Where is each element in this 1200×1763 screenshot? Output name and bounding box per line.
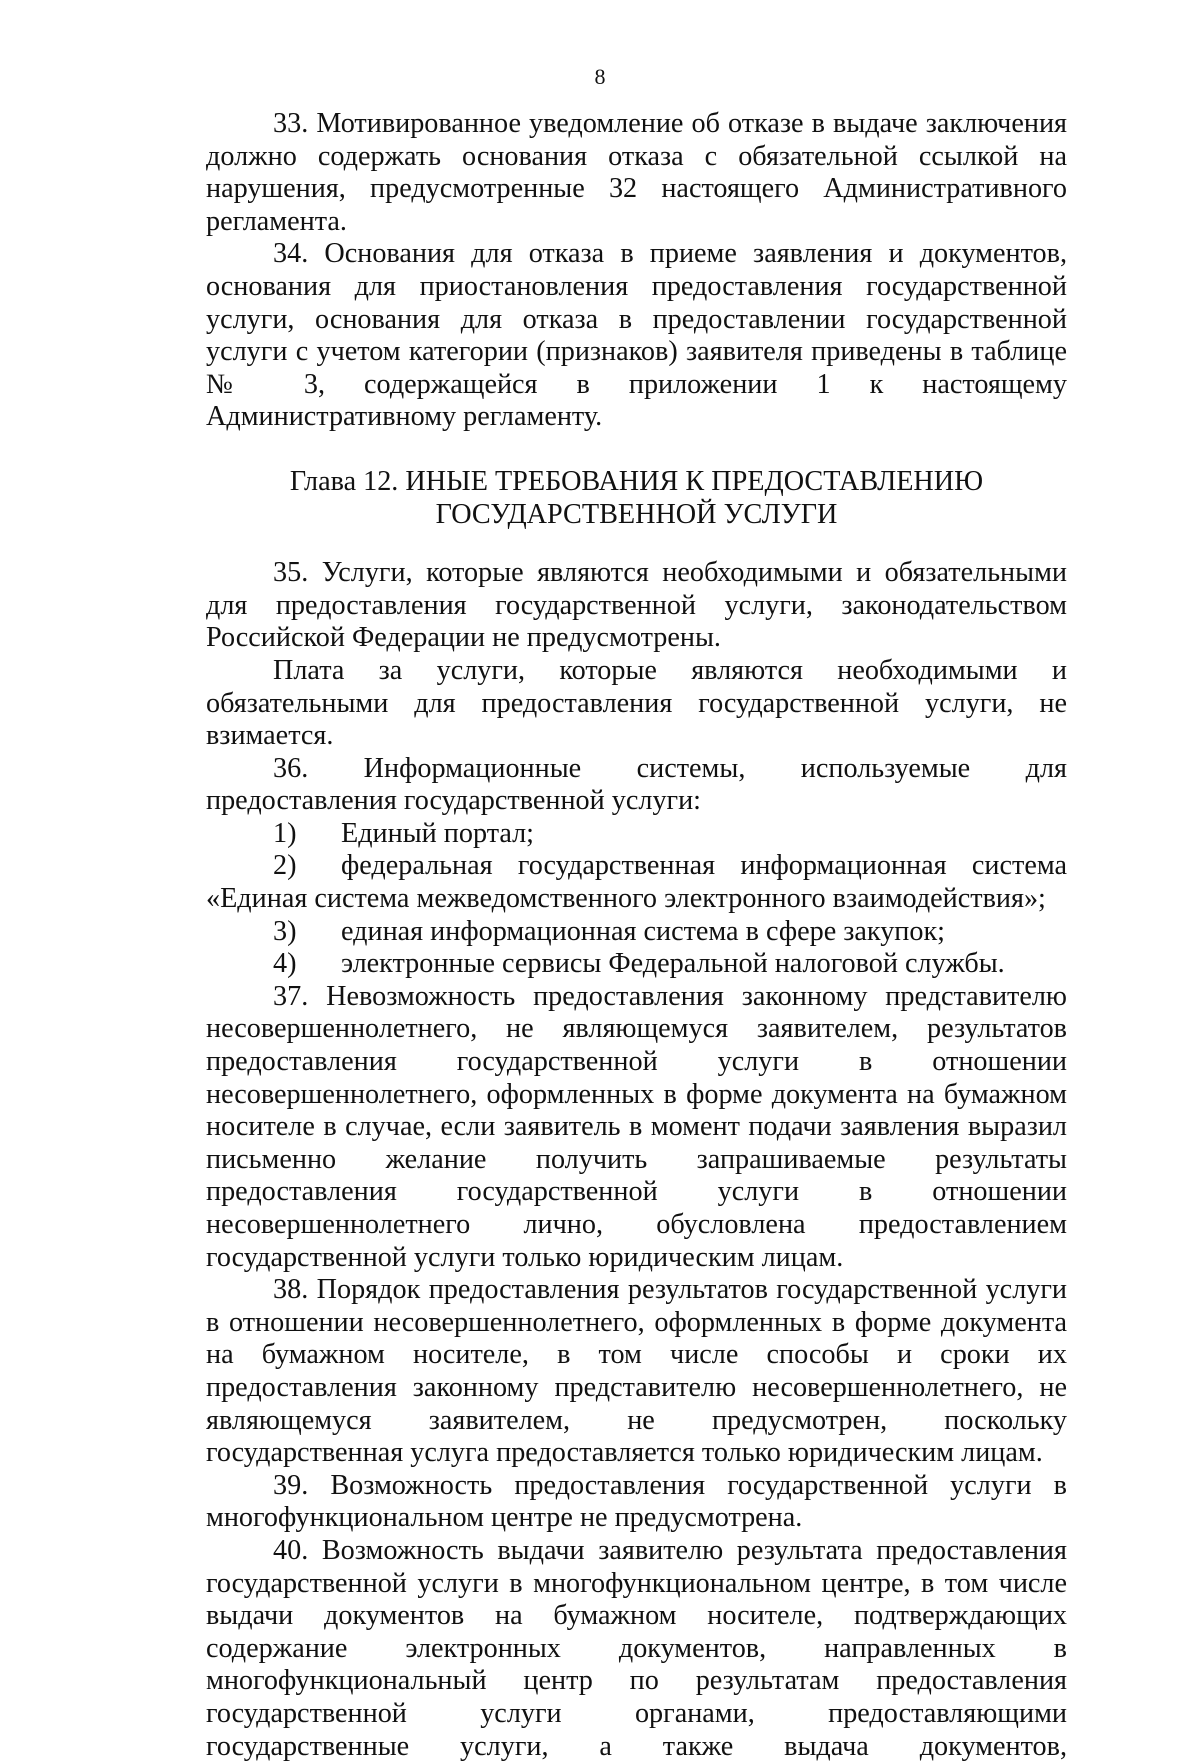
chapter-heading-line-2: ГОСУДАРСТВЕННОЙ УСЛУГИ [435, 498, 838, 530]
list-item [206, 948, 1067, 981]
list-item-text: Единый портал; [341, 817, 535, 849]
list-item [206, 916, 1067, 949]
paragraph-39: 39. Возможность предоставления государственной услуги в многофункциональном центре не предусмотрена. [206, 1469, 1067, 1534]
chapter-heading-line-1: Глава 12. ИНЫЕ ТРЕБОВАНИЯ К ПРЕДОСТАВЛЕНИЮ [289, 465, 984, 497]
paragraph-35: 35. Услуги, которые являются необходимыми и обязательными для предоставления государственной услуги, законодательством Российской Федерации не предусмотрены. [206, 557, 1067, 654]
paragraph-33: 33. Мотивированное уведомление об отказе в выдаче заключения должно содержать основания отказа с обязательной ссылкой на нарушения, предусмотренные 32 настоящего Административного регламента. [206, 108, 1067, 237]
paragraph-37: 37. Невозможность предоставления законному представителю несовершеннолетнего, не являющемуся заявителем, результатов предоставления государственной услуги в отношении несовершеннолетнего, оформленных в форме документа на бумажном носителе в случае, если заявитель в момент подачи заявления выразил письменно желание получить запрашиваемые результаты предоставления государственной услуги в отношении несовершеннолетнего лично, обусловлена предоставлением государственной услуги только юридическим лицам. [206, 980, 1067, 1273]
list-item-text: единая информационная система в сфере закупок; [341, 915, 945, 947]
chapter-heading [206, 466, 1067, 531]
paragraph-40: 40. Возможность выдачи заявителю результата предоставления государственной услуги в многофункциональном центре, в том числе выдачи документов на бумажном носителе, подтверждающих содержание электронных документов, направленных в многофункциональный центр по результатам предоставления государственной услуги органами, предоставляющими государственные услуги, а также выдача документов, [206, 1534, 1067, 1762]
list-item [206, 818, 1067, 851]
list-item [206, 850, 1067, 915]
list-item-number: 2) [273, 850, 297, 882]
document-body [206, 108, 1067, 1763]
paragraph-36: 36. Информационные системы, используемые для предоставления государственной услуги: [206, 752, 1067, 817]
list-item-number: 1) [273, 817, 297, 849]
list-item-text: электронные сервисы Федеральной налоговой службы. [341, 948, 1005, 980]
list-item-number: 4) [273, 948, 297, 980]
list-item-number: 3) [273, 915, 297, 947]
paragraph-34: 34. Основания для отказа в приеме заявления и документов, основания для приостановления предоставления государственной услуги, основания для отказа в предоставлении государственной услуги с учетом категории (признаков) заявителя приведены в таблице № 3, содержащейся в приложении 1 к настоящему Административному регламенту. [206, 238, 1067, 433]
paragraph-38: 38. Порядок предоставления результатов государственной услуги в отношении несовершеннолетнего, оформленных в форме документа на бумажном носителе, в том числе способы и сроки их предоставления законному представителю несовершеннолетнего, не являющемуся заявителем, не предусмотрен, поскольку государственная услуга предоставляется только юридическим лицам. [206, 1274, 1067, 1469]
page-number: 8 [594, 64, 606, 89]
list-item-text: федеральная государственная информационная система «Единая система межведомственного электронного взаимодействия»; [206, 850, 1067, 915]
list-information-systems [206, 818, 1067, 981]
paragraph-35-fee: Плата за услуги, которые являются необходимыми и обязательными для предоставления государственной услуги, не взимается. [206, 654, 1067, 752]
